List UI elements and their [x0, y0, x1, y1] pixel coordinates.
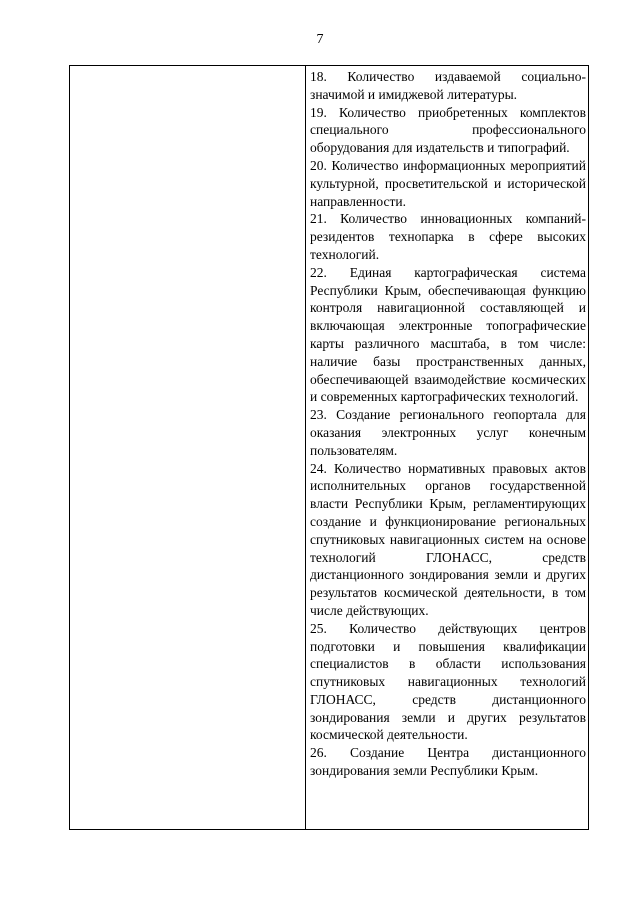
list-item-21: 21. Количество инновационных компаний-резидентов технопарка в сфере высоких технологий.	[310, 211, 586, 262]
list-item-26: 26. Создание Центра дистанционного зондирования земли Республики Крым.	[310, 745, 586, 779]
page-number: 7	[316, 32, 324, 47]
list-item-25: 25. Количество действующих центров подготовки и повышения квалификации специалистов в области использования спутниковых навигационных технологий ГЛОНАСС, средств дистанционного зондирования земли и других результатов космической деятельности.	[310, 620, 586, 743]
table-right-column	[310, 68, 586, 780]
table-left-column-empty	[70, 66, 305, 829]
list-item-23: 23. Создание регионального геопортала для оказания электронных услуг конечным пользователям.	[310, 407, 586, 458]
list-item-18: 18. Количество издаваемой социально-значимой и имиджевой литературы.	[310, 69, 586, 102]
column-divider	[305, 66, 306, 829]
list-item-19: 19. Количество приобретенных комплектов специального профессионального оборудования для издательств и типографий.	[310, 104, 586, 156]
list-item-24: 24. Количество нормативных правовых актов исполнительных органов государственной власти Республики Крым, регламентирующих создание и функционирование региональных спутниковых навигационных систем на основе технологий ГЛОНАСС, средств дистанционного зондирования земли и других результатов космической деятельности, в том числе действующих.	[310, 460, 586, 618]
indicator-table	[69, 65, 589, 830]
list-item-22: 22. Единая картографическая система Республики Крым, обеспечивающая функцию контроля навигационной составляющей и включающая электронные топографические карты различного масштаба, в том числе: наличие базы пространственных данных, обеспечивающей взаимодействие космических и современных картографических технологий.	[310, 264, 586, 405]
list-item-20: 20. Количество информационных мероприятий культурной, просветительской и исторической направленности.	[310, 157, 586, 209]
